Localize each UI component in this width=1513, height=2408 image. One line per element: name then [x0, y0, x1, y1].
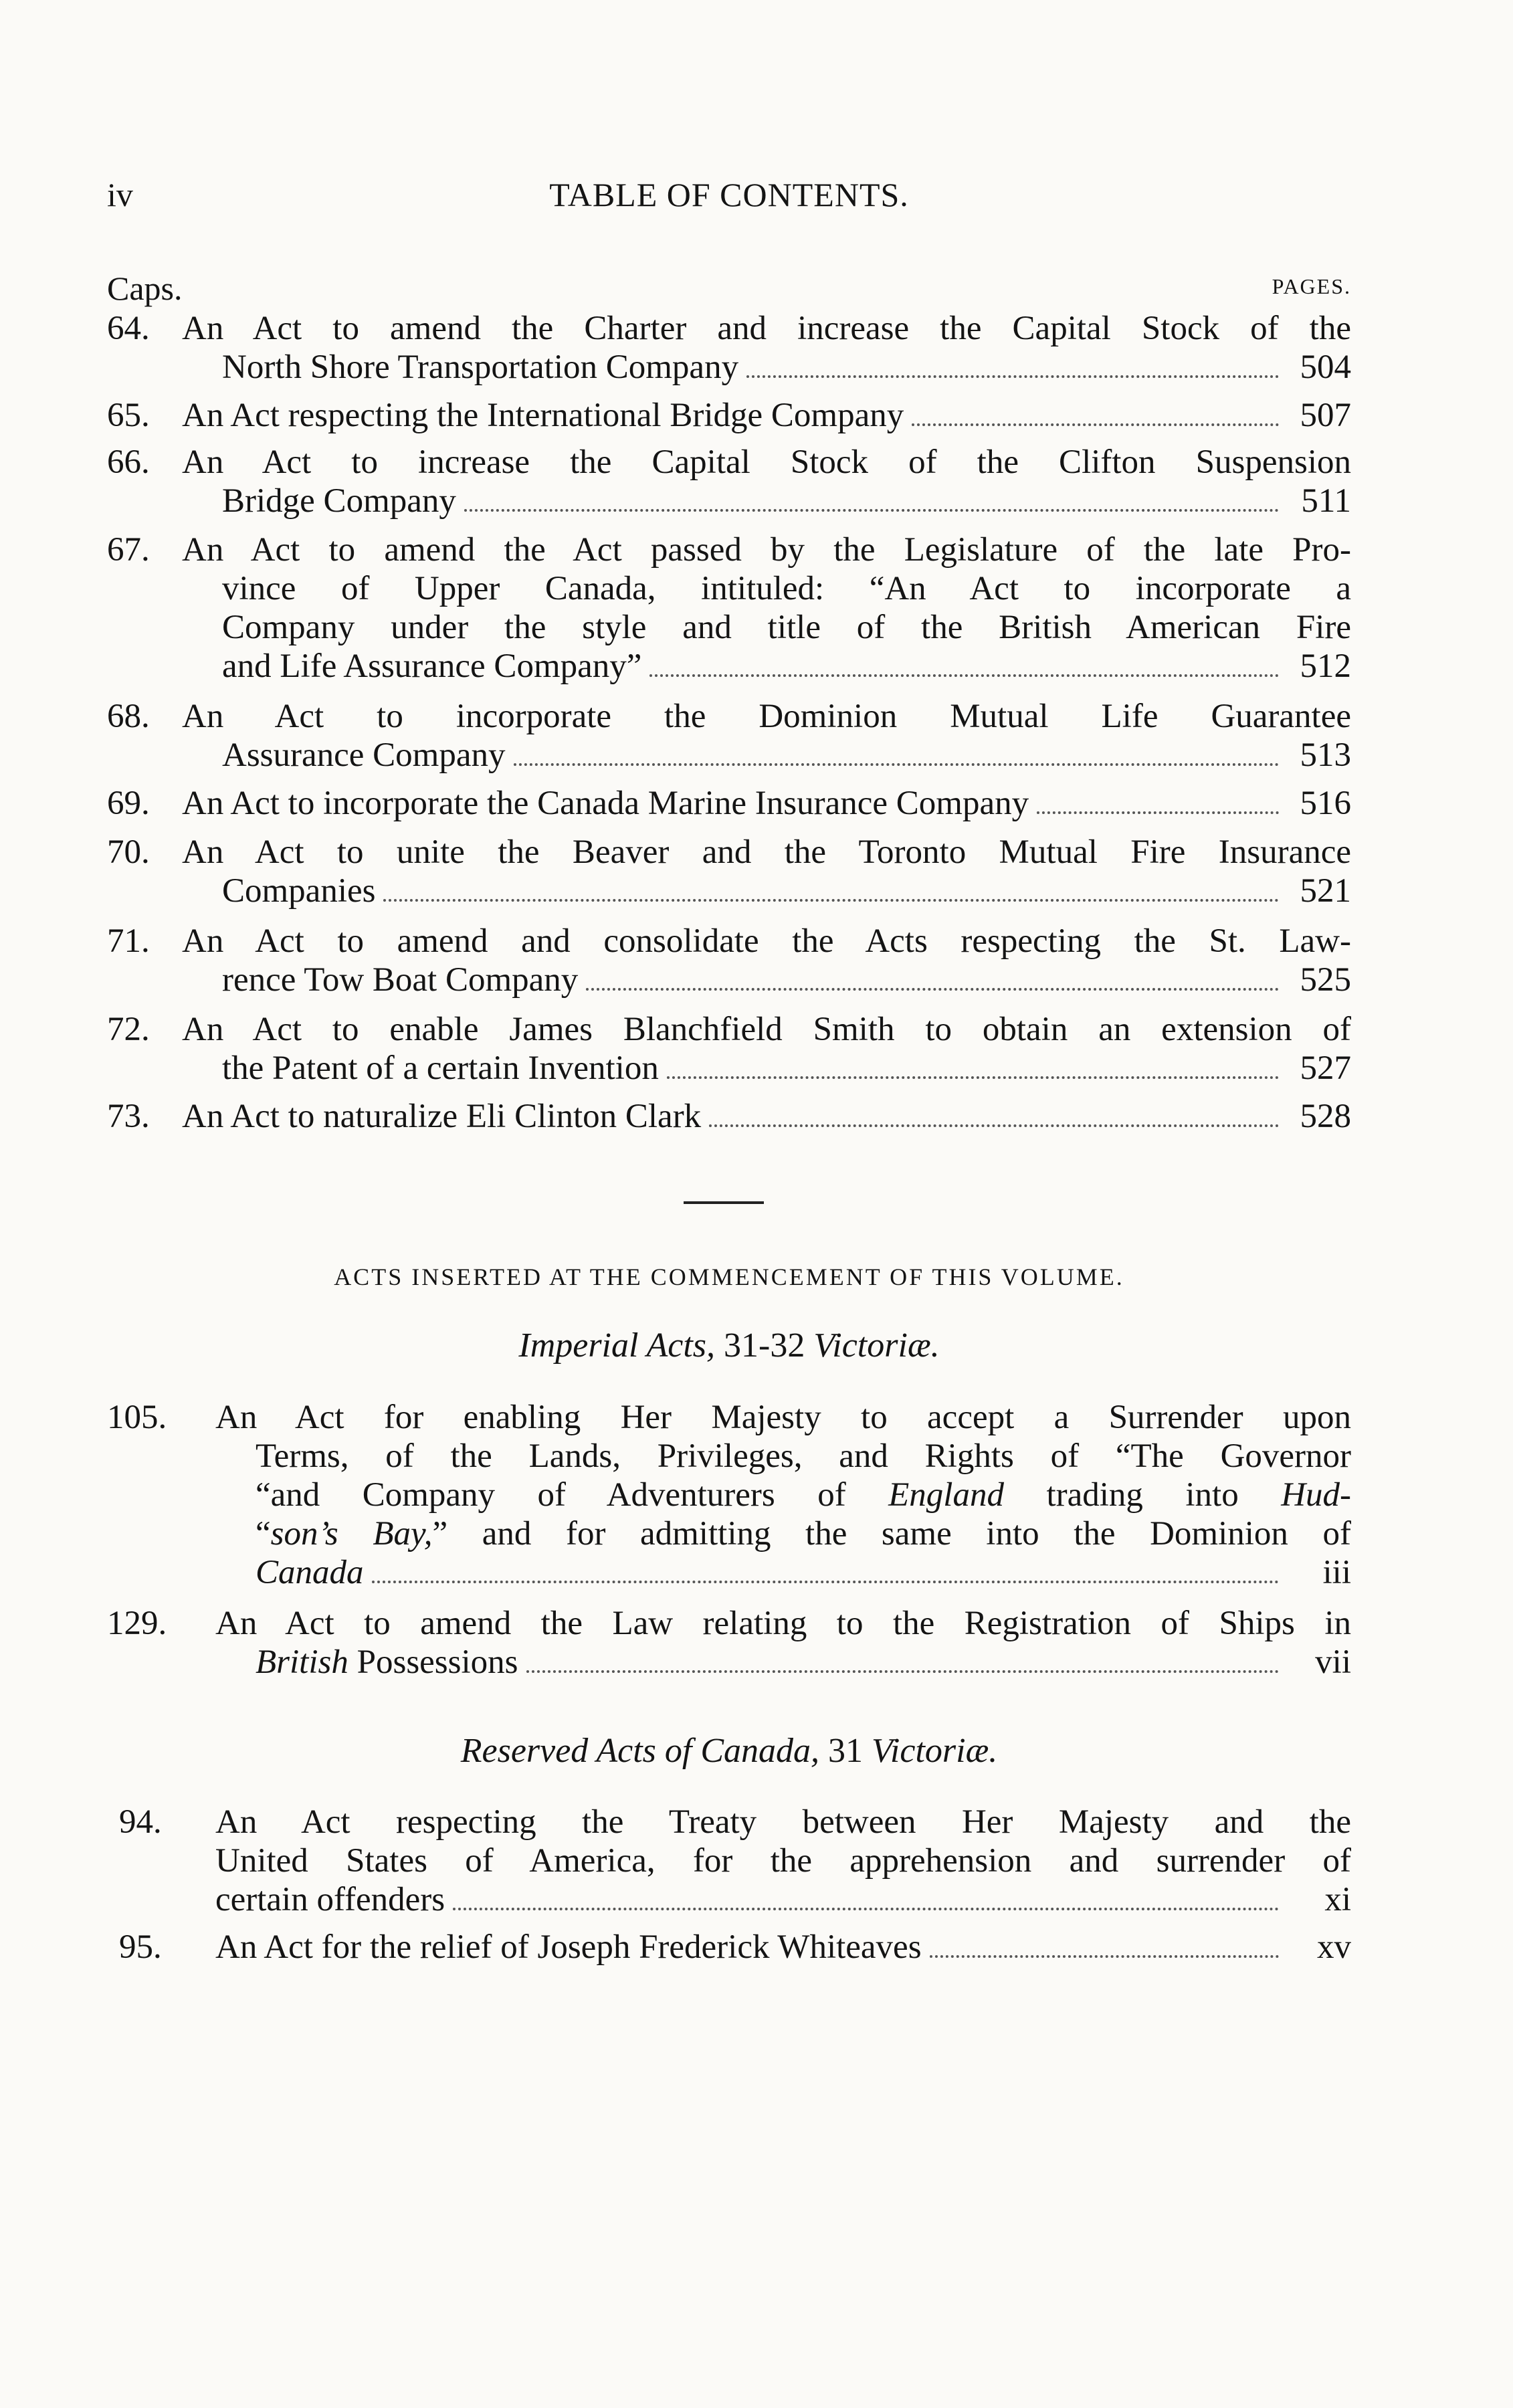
cap-number: 73. [107, 1098, 150, 1135]
reserved-acts-heading [107, 1731, 1351, 1771]
heading-italic: Victoriæ. [872, 1732, 998, 1770]
cap-number: 64. [107, 310, 150, 347]
entry-text [256, 1643, 518, 1682]
cap-number: 105. [107, 1399, 167, 1436]
entry-last-line [215, 1880, 1351, 1919]
entry-text-line: Terms, of the Lands, Privileges, and Rights of “The Governor [256, 1437, 1351, 1475]
page-ref: xi [1324, 1881, 1351, 1918]
caps-label: Caps. [107, 270, 183, 307]
pages-label: PAGES. [1272, 274, 1351, 298]
cap-number: 68. [107, 698, 150, 735]
dot-leader [372, 1581, 1279, 1583]
text-run: trading into [1046, 1476, 1239, 1514]
dot-leader [526, 1670, 1279, 1673]
italic-run: son’s Bay, [270, 1515, 433, 1552]
dot-leader [667, 1076, 1279, 1079]
entry-text: An Act respecting the International Bridge Company [182, 397, 904, 434]
entry-text: Bridge Company [222, 482, 456, 520]
heading-years: 31 [819, 1732, 872, 1770]
page-ref: iii [1322, 1554, 1351, 1591]
page-ref: 511 [1301, 482, 1351, 520]
dot-leader [930, 1955, 1279, 1958]
page-ref: 504 [1300, 348, 1351, 386]
entry-text: Canada [256, 1554, 364, 1591]
toc-entry [107, 443, 1351, 520]
page-ref: vii [1315, 1643, 1351, 1681]
entry-last-line [182, 784, 1351, 823]
heading-italic: Imperial Acts, [518, 1326, 716, 1365]
page-ref: 525 [1300, 961, 1351, 999]
page-ref: 527 [1300, 1049, 1351, 1087]
entry-last-line [182, 396, 1351, 435]
cap-number: 94. [119, 1803, 162, 1841]
entry-text: rence Tow Boat Company [222, 961, 579, 999]
page-ref: 507 [1300, 397, 1351, 434]
toc-entry [107, 1604, 1351, 1682]
cap-number: 71. [107, 922, 150, 960]
entry-text-line: An Act to amend the Act passed by the Legislature of the late Pro- [182, 531, 1351, 569]
cap-number: 65. [107, 397, 150, 434]
italic-run: Hud- [1281, 1476, 1352, 1514]
entry-last-line [222, 736, 1351, 775]
section-divider [684, 1201, 764, 1204]
toc-entry [107, 1398, 1351, 1592]
entry-text-line: An Act to incorporate the Dominion Mutual Life Guarantee [182, 698, 1351, 735]
text-run: “ [256, 1515, 271, 1552]
page-ref: 521 [1300, 872, 1351, 910]
toc-entry [107, 784, 1351, 823]
heading-years: 31-32 [715, 1326, 814, 1365]
entry-text-line: An Act to enable James Blanchfield Smith to obtain an extension of [182, 1011, 1351, 1048]
dot-leader [709, 1124, 1279, 1127]
toc-entry [107, 1928, 1351, 1967]
entry-last-line [222, 1049, 1351, 1088]
cap-number: 66. [107, 443, 150, 481]
entry-text: An Act for the relief of Joseph Frederick Whiteaves [215, 1928, 922, 1966]
entry-text-line: An Act to increase the Capital Stock of the Clifton Suspension [182, 443, 1351, 481]
entry-text: An Act to naturalize Eli Clinton Clark [182, 1098, 702, 1135]
dot-leader [746, 375, 1279, 378]
entry-text-line [256, 1514, 1351, 1553]
italic-run: British [256, 1643, 348, 1681]
dot-leader [649, 674, 1279, 677]
entry-text: certain offenders [215, 1881, 445, 1918]
page-header [107, 175, 1351, 222]
entry-text: An Act to incorporate the Canada Marine Insurance Company [182, 785, 1029, 822]
dot-leader [464, 509, 1279, 512]
entry-text-line: An Act respecting the Treaty between Her Majesty and the [215, 1803, 1351, 1841]
entry-text-line: An Act to amend the Charter and increase the Capital Stock of the [182, 310, 1351, 347]
acts-heading: ACTS INSERTED AT THE COMMENCEMENT OF THIS VOLUME. [334, 1264, 1124, 1290]
dot-leader [1037, 811, 1279, 814]
entry-text-line: An Act to amend the Law relating to the Registration of Ships in [215, 1605, 1351, 1642]
toc-entry [107, 833, 1351, 910]
entry-text-line: vince of Upper Canada, intituled: “An Act to incorporate a [222, 570, 1351, 607]
toc-entry [107, 1803, 1351, 1919]
toc-entry [107, 1010, 1351, 1088]
entry-text: Companies [222, 872, 376, 910]
cap-number: 72. [107, 1011, 150, 1048]
entry-text-line [256, 1476, 1351, 1514]
entry-last-line [182, 1097, 1351, 1136]
entry-last-line [222, 647, 1351, 686]
entry-text-line: United States of America, for the apprehension and surrender of [215, 1842, 1351, 1880]
running-title: TABLE OF CONTENTS. [549, 176, 909, 213]
text-run: ” and for admitting the same into the Dominion of [432, 1515, 1351, 1552]
dot-leader [514, 763, 1280, 766]
toc-entry [107, 922, 1351, 999]
text-run: Possessions [348, 1643, 518, 1681]
page-ref: 512 [1300, 647, 1351, 685]
entry-last-line [222, 482, 1351, 520]
entry-last-line [222, 348, 1351, 387]
toc-entry [107, 697, 1351, 775]
entry-last-line [222, 961, 1351, 999]
entry-last-line [215, 1928, 1351, 1967]
heading-italic: Victoriæ. [813, 1326, 940, 1365]
dot-leader [912, 423, 1279, 426]
page-ref: 513 [1300, 736, 1351, 774]
heading-italic: Reserved Acts of Canada, [460, 1732, 820, 1770]
page-ref: xv [1317, 1928, 1351, 1966]
dot-leader [383, 899, 1279, 902]
italic-run: England [888, 1476, 1004, 1514]
imperial-acts-heading [107, 1326, 1351, 1365]
entry-last-line [222, 872, 1351, 910]
text-run: “and Company of Adventurers of [256, 1476, 846, 1514]
toc-entry [107, 530, 1351, 686]
entry-text: Assurance Company [222, 736, 506, 774]
cap-number: 129. [107, 1605, 167, 1642]
toc-entry [107, 309, 1351, 387]
entry-text-line: An Act to unite the Beaver and the Toronto Mutual Fire Insurance [182, 833, 1351, 871]
entry-text-line: Company under the style and title of the British American Fire [222, 609, 1351, 646]
cap-number: 69. [107, 785, 150, 822]
toc-entry [107, 1097, 1351, 1136]
column-headings [107, 269, 1351, 309]
entry-text-line: An Act for enabling Her Majesty to accept a Surrender upon [215, 1399, 1351, 1436]
dot-leader [586, 988, 1279, 991]
page-ref: 516 [1300, 785, 1351, 822]
cap-number: 70. [107, 833, 150, 871]
entry-text: and Life Assurance Company” [222, 647, 642, 685]
cap-number: 67. [107, 531, 150, 569]
entry-last-line [256, 1643, 1351, 1682]
entry-last-line [256, 1553, 1351, 1592]
entry-text-line: An Act to amend and consolidate the Acts respecting the St. Law- [182, 922, 1351, 960]
dot-leader [453, 1908, 1279, 1910]
entry-text: North Shore Transportation Company [222, 348, 739, 386]
page-number: iv [107, 176, 133, 213]
toc-entry [107, 396, 1351, 435]
cap-number: 95. [119, 1928, 162, 1966]
entry-text: the Patent of a certain Invention [222, 1049, 659, 1087]
page-ref: 528 [1300, 1098, 1351, 1135]
